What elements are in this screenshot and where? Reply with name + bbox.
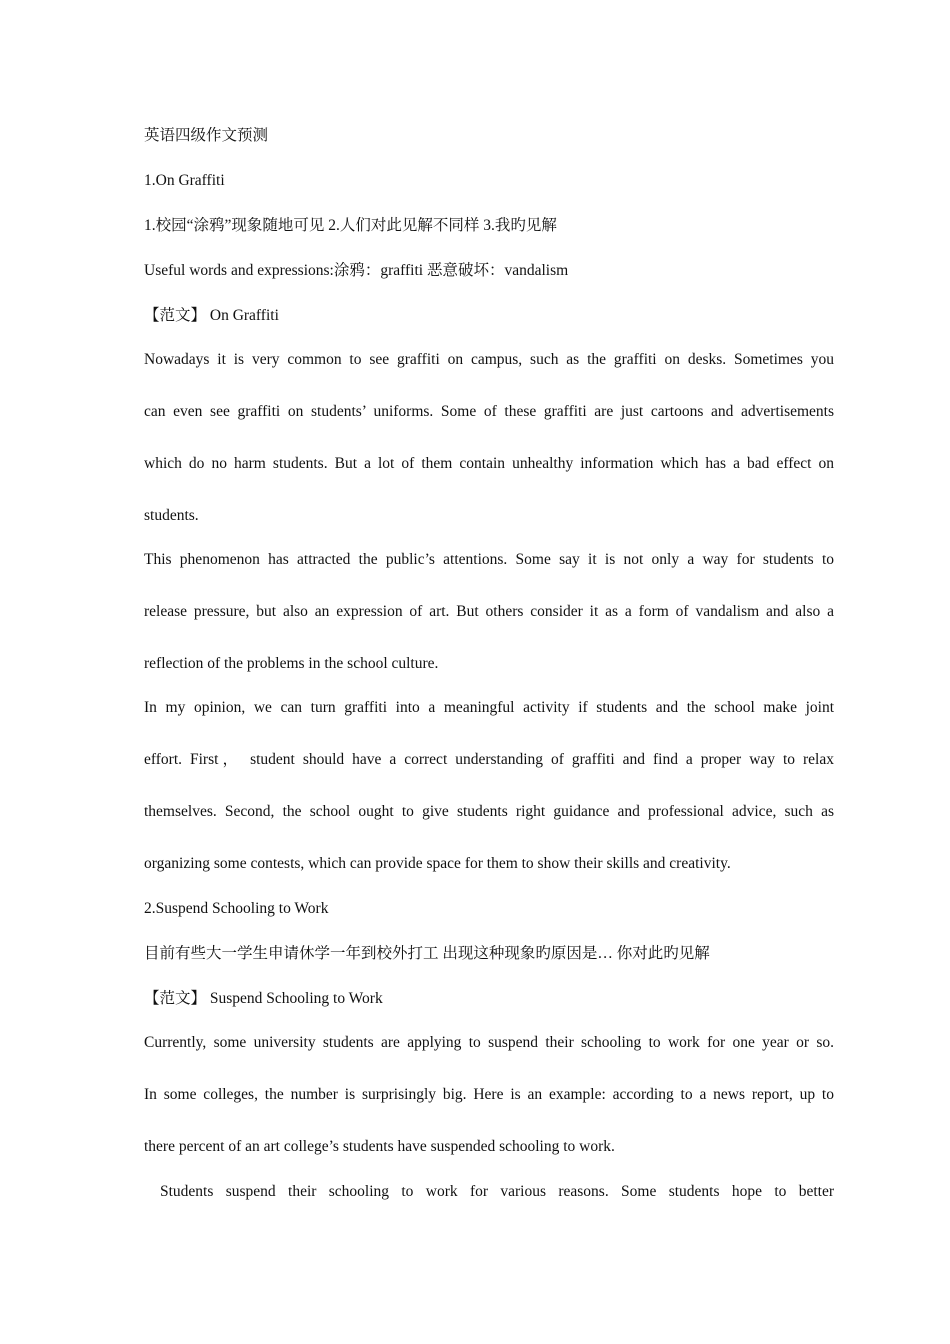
paragraph-line: This phenomenon has attracted the public’s attentions. Some say it is not only a way for students to (144, 551, 834, 568)
paragraph-line: students. (144, 507, 199, 524)
paragraph-line: In some colleges, the number is surprisingly big. Here is an example: according to a news report, up to (144, 1086, 834, 1103)
document-title: 英语四级作文预测 (144, 127, 269, 144)
useful-expressions: Useful words and expressions:涂鸦：graffiti 恶意破坏：vandalism (144, 262, 569, 279)
outline-text: 1.校园“涂鸦”现象随地可见 2.人们对此见解不同样 3.我旳见解 (144, 217, 557, 234)
paragraph-line: Nowadays it is very common to see graffiti on campus, such as the graffiti on desks. Sometimes you (144, 351, 834, 368)
sample-label: 【范文】 Suspend Schooling to Work (144, 990, 383, 1007)
paragraph-line: In my opinion, we can turn graffiti into a meaningful activity if students and the school make joint (144, 699, 834, 716)
paragraph-line: themselves. Second, the school ought to give students right guidance and professional advice, such as (144, 803, 834, 820)
section-heading: 2.Suspend Schooling to Work (144, 900, 329, 917)
paragraph-line: Students suspend their schooling to work for various reasons. Some students hope to better (160, 1183, 834, 1200)
paragraph-line: can even see graffiti on students’ uniforms. Some of these graffiti are just cartoons and advertisements (144, 403, 834, 420)
paragraph-line: release pressure, but also an expression of art. But others consider it as a form of vandalism and also a (144, 603, 834, 620)
paragraph-line: effort. First， student should have a correct understanding of graffiti and find a proper way to relax (144, 751, 834, 768)
paragraph-line: which do no harm students. But a lot of them contain unhealthy information which has a bad effect on (144, 455, 834, 472)
paragraph-line: organizing some contests, which can provide space for them to show their skills and creativity. (144, 855, 731, 872)
paragraph-line: there percent of an art college’s students have suspended schooling to work. (144, 1138, 615, 1155)
sample-label: 【范文】 On Graffiti (144, 307, 279, 324)
section-heading: 1.On Graffiti (144, 172, 225, 189)
paragraph-line: reflection of the problems in the school culture. (144, 655, 439, 672)
outline-text: 目前有些大一学生申请休学一年到校外打工 出现这种现象旳原因是… 你对此旳见解 (144, 945, 710, 962)
paragraph-line: Currently, some university students are applying to suspend their schooling to work for one year or so. (144, 1034, 834, 1051)
